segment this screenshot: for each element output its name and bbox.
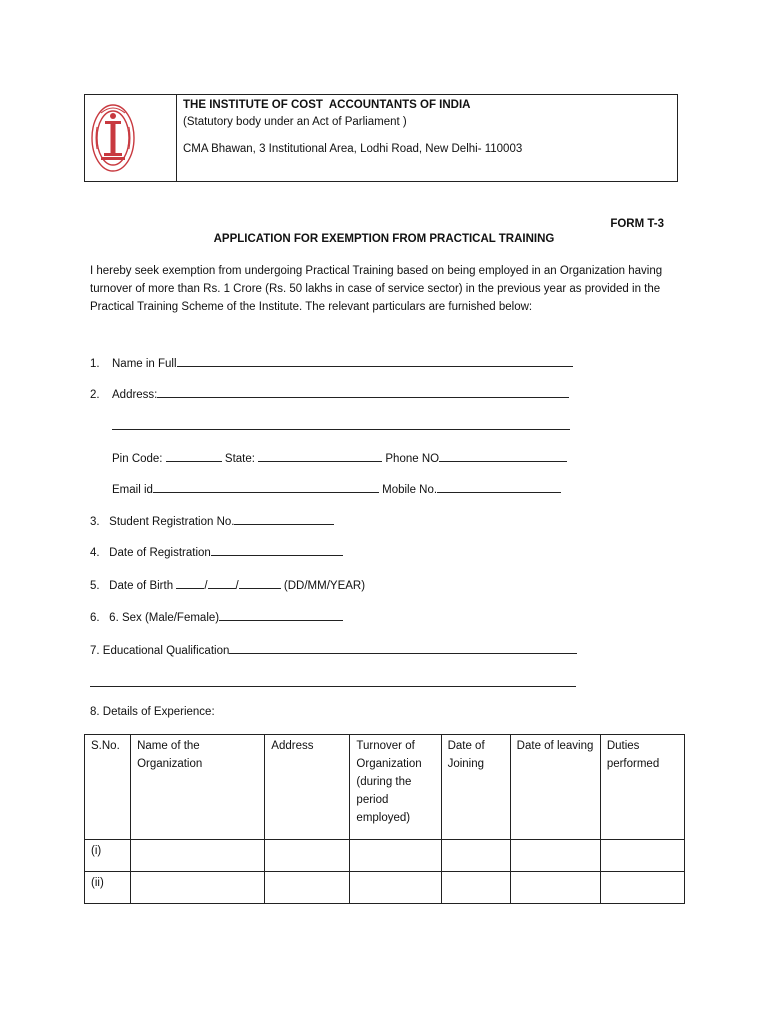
- cell-date-leaving[interactable]: [510, 840, 600, 872]
- logo-cell: [85, 95, 177, 181]
- institute-header: [84, 94, 678, 182]
- address-input-line-1[interactable]: [157, 387, 569, 398]
- address-line-2: [112, 419, 570, 433]
- header-text: [177, 95, 522, 181]
- registration-no-field: [90, 514, 334, 528]
- phone-label: Phone NO: [385, 453, 440, 465]
- institute-subtitle: (Statutory body under an Act of Parliament ): [183, 116, 407, 128]
- qualification-label: 7. Educational Qualification: [90, 645, 230, 657]
- sex-input-line[interactable]: [219, 610, 343, 621]
- col-sno: S.No.: [85, 735, 131, 840]
- address-number: 2.: [90, 389, 100, 401]
- cell-duties[interactable]: [600, 840, 684, 872]
- qualification-field: [90, 643, 577, 657]
- qualification-line-2: [90, 676, 576, 690]
- name-number: 1.: [90, 358, 100, 370]
- col-organization-name: Name of the Organization: [131, 735, 265, 840]
- cell-duties[interactable]: [600, 872, 684, 904]
- name-label: Name in Full: [112, 358, 177, 370]
- pin-input-line[interactable]: [166, 451, 222, 462]
- experience-table-header-row: [85, 735, 685, 840]
- name-input-line[interactable]: [177, 356, 573, 367]
- cell-turnover[interactable]: [350, 840, 441, 872]
- form-title: APPLICATION FOR EXEMPTION FROM PRACTICAL TRAINING: [213, 233, 555, 245]
- dob-month-input-line[interactable]: [208, 578, 236, 589]
- cell-organization[interactable]: [131, 840, 265, 872]
- dob-label: 5. Date of Birth: [90, 580, 174, 592]
- col-date-joining: Date of Joining: [441, 735, 510, 840]
- name-field: [90, 356, 573, 370]
- col-duties: Duties performed: [600, 735, 684, 840]
- email-label: Email id: [112, 484, 153, 496]
- intro-paragraph: I hereby seek exemption from undergoing Practical Training based on being employed in an Organization having turnover of more than Rs. 1 Crore (Rs. 50 lakhs in case of service sector) in the previous year as provided in the Practical Training Scheme of the Institute. The relevant particulars are furnished below:: [90, 265, 663, 313]
- cell-date-joining[interactable]: [441, 872, 510, 904]
- table-row: [85, 872, 685, 904]
- dob-field: [90, 578, 365, 592]
- experience-heading: 8. Details of Experience:: [90, 706, 215, 718]
- experience-table: [84, 734, 685, 904]
- pin-state-phone-row: [112, 451, 567, 465]
- table-row: [85, 840, 685, 872]
- cell-date-leaving[interactable]: [510, 872, 600, 904]
- cell-address[interactable]: [265, 872, 350, 904]
- registration-date-input-line[interactable]: [211, 545, 343, 556]
- col-date-leaving: Date of leaving: [510, 735, 600, 840]
- address-field: [90, 387, 569, 401]
- cell-date-joining[interactable]: [441, 840, 510, 872]
- col-turnover: Turnover of Organization (during the period employed): [350, 735, 441, 840]
- institute-seal-icon: [89, 101, 137, 175]
- registration-no-label: 3. Student Registration No.: [90, 516, 235, 528]
- cell-turnover[interactable]: [350, 872, 441, 904]
- form-number: FORM T-3: [610, 218, 664, 230]
- institute-address: CMA Bhawan, 3 Institutional Area, Lodhi Road, New Delhi- 110003: [183, 143, 523, 155]
- phone-input-line[interactable]: [439, 451, 567, 462]
- dob-day-input-line[interactable]: [176, 578, 204, 589]
- qualification-input-line-1[interactable]: [229, 643, 577, 654]
- institute-name: THE INSTITUTE OF COST ACCOUNTANTS OF INDIA: [183, 99, 471, 111]
- email-input-line[interactable]: [153, 482, 379, 493]
- sex-field: [90, 610, 343, 624]
- dob-year-input-line[interactable]: [239, 578, 281, 589]
- dob-slash-2: /: [235, 580, 239, 592]
- registration-date-field: [90, 545, 343, 559]
- row-sno: (ii): [85, 872, 131, 904]
- dob-format: (DD/MM/YEAR): [283, 580, 366, 592]
- col-address: Address: [265, 735, 350, 840]
- address-input-line-2[interactable]: [112, 419, 570, 430]
- cell-address[interactable]: [265, 840, 350, 872]
- mobile-input-line[interactable]: [437, 482, 561, 493]
- cell-organization[interactable]: [131, 872, 265, 904]
- registration-no-input-line[interactable]: [234, 514, 334, 525]
- address-label: Address:: [112, 389, 158, 401]
- registration-date-label: 4. Date of Registration: [90, 547, 211, 559]
- sex-label: 6. 6. Sex (Male/Female): [90, 612, 220, 624]
- state-input-line[interactable]: [258, 451, 382, 462]
- email-mobile-row: [112, 482, 561, 496]
- state-label: State:: [224, 453, 255, 465]
- mobile-label: Mobile No.: [382, 484, 438, 496]
- dob-slash-1: /: [204, 580, 208, 592]
- pin-label: Pin Code:: [112, 453, 163, 465]
- qualification-input-line-2[interactable]: [90, 676, 576, 687]
- row-sno: (i): [85, 840, 131, 872]
